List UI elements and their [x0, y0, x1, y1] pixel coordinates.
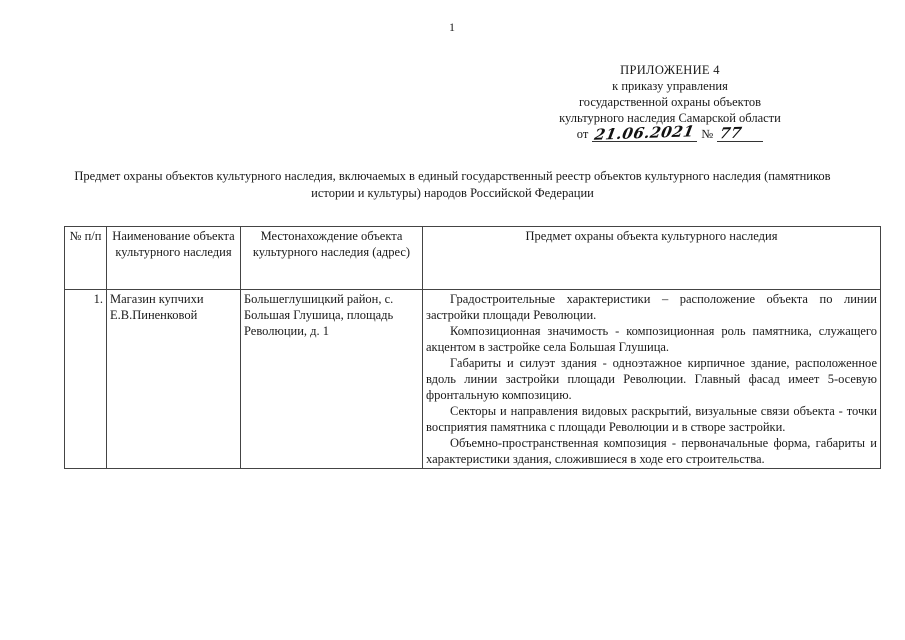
order-date-underline — [592, 122, 697, 144]
number-prefix: № — [701, 127, 714, 141]
column-header-protection: Предмет охраны объекта культурного наследия — [423, 227, 881, 290]
protection-subject — [423, 290, 881, 469]
protection-table — [64, 226, 881, 469]
appendix-line: к приказу управления — [612, 79, 728, 93]
column-header-name: Наименование объекта культурного наследия — [107, 227, 241, 290]
appendix-heading: ПРИЛОЖЕНИЕ 4 — [620, 63, 720, 77]
order-date-line — [520, 122, 820, 144]
date-prefix: от — [576, 127, 589, 141]
protection-paragraph: Градостроительные характеристики – расположение объекта по линии застройки площади Революции. — [426, 292, 877, 322]
protection-paragraph: Объемно-пространственная композиция - первоначальные форма, габариты и характеристики здания, сложившиеся в ходе его строительства. — [426, 436, 877, 466]
row-number: 1. — [65, 290, 107, 469]
appendix-block — [520, 62, 820, 142]
handwritten-number: 77 — [718, 123, 744, 143]
appendix-line: культурного наследия Самарской области — [559, 111, 781, 125]
object-name: Магазин купчихи Е.В.Пиненковой — [107, 290, 241, 469]
column-header-address: Местонахождение объекта культурного наследия (адрес) — [241, 227, 423, 290]
appendix-line: государственной охраны объектов — [578, 95, 762, 109]
protection-paragraph: Габариты и силуэт здания - одноэтажное кирпичное здание, расположенное вдоль линии застройки площади Революции. Главный фасад имеет 5-осевую фронтальную композицию. — [426, 356, 877, 402]
column-header-number: № п/п — [65, 227, 107, 290]
page-number: 1 — [449, 20, 455, 34]
protection-paragraph: Секторы и направления видовых раскрытий, визуальные связи объекта - точки восприятия памятника с площади Революции и в створе застройки. — [426, 404, 877, 434]
order-number-underline — [717, 123, 763, 143]
protection-paragraph: Композиционная значимость - композиционная роль памятника, служащего акцентом в застройке села Большая Глушица. — [426, 324, 877, 354]
handwritten-date: 21.06.2021 — [593, 122, 697, 144]
table-row — [65, 290, 881, 469]
table-header-row — [65, 227, 881, 290]
object-address: Большеглушицкий район, с. Большая Глушица, площадь Революции, д. 1 — [241, 290, 423, 469]
document-title: Предмет охраны объектов культурного наследия, включаемых в единый государственный реестр объектов культурного наследия (памятников истории и культуры) народов Российской Федерации — [74, 169, 831, 200]
